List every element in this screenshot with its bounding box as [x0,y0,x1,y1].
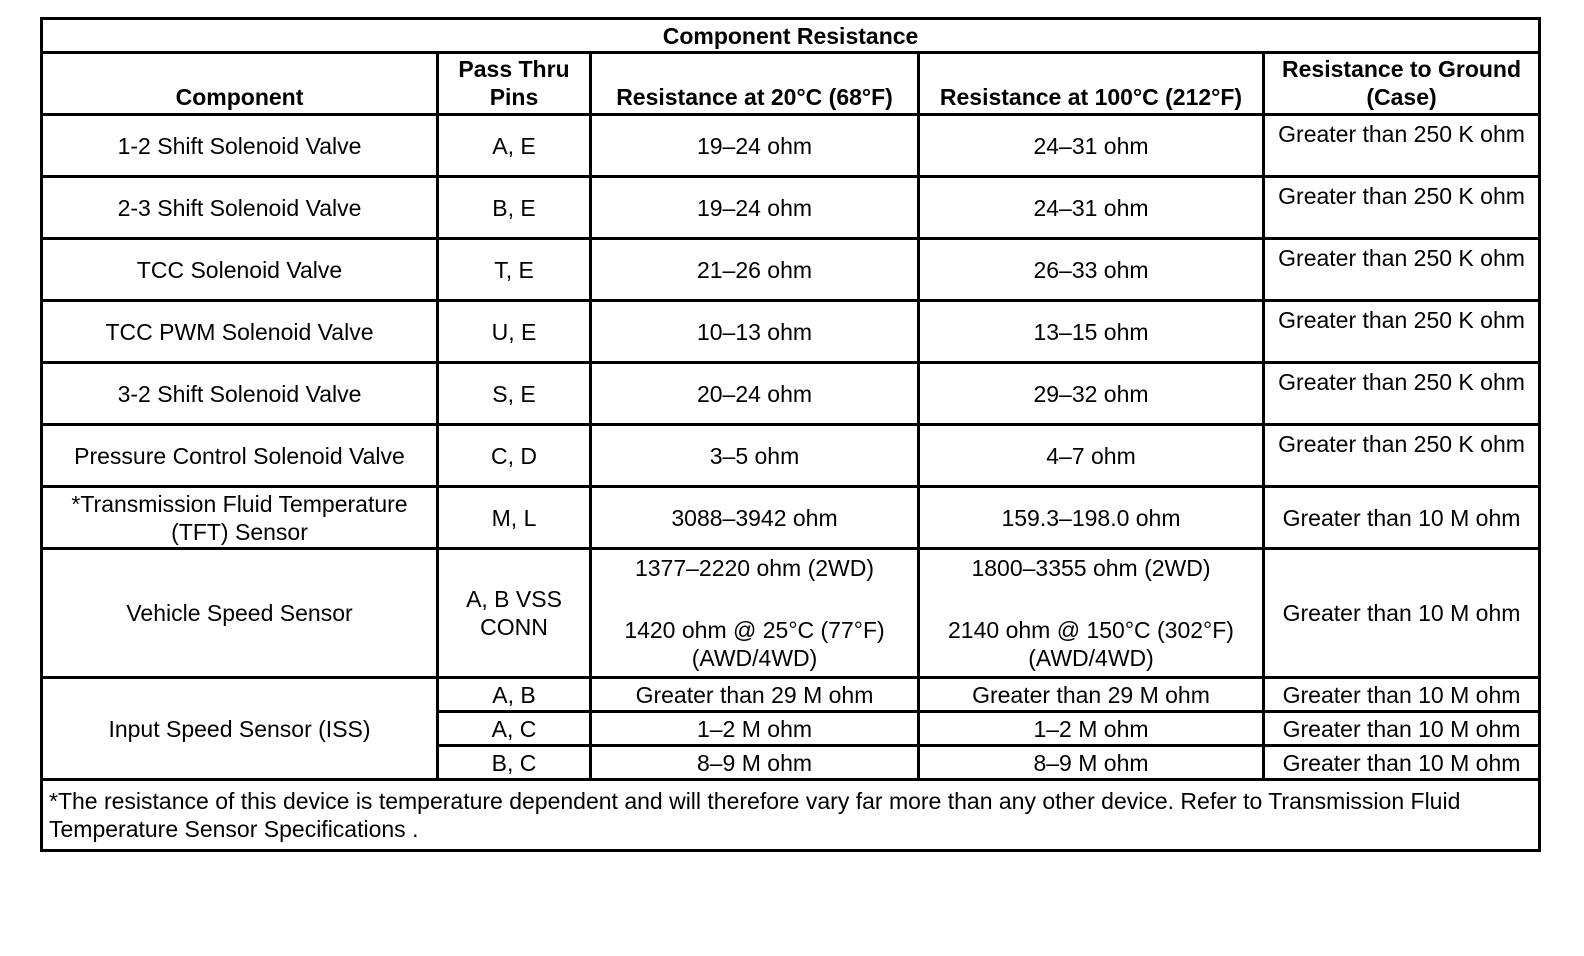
header-resistance-20c: Resistance at 20°C (68°F) [591,53,919,115]
header-component: Component [42,53,438,115]
cell-pins: A, B [438,678,591,712]
cell-pins: C, D [438,425,591,487]
cell-resistance-100c: 8–9 M ohm [919,746,1264,780]
vss-r20-awd: 1420 ohm @ 25°C (77°F) (AWD/4WD) [624,617,885,671]
cell-resistance-100c: Greater than 29 M ohm [919,678,1264,712]
cell-resistance-20c: 20–24 ohm [591,363,919,425]
vss-r100-2wd: 1800–3355 ohm (2WD) [971,555,1211,581]
component-resistance-document [40,17,1538,852]
cell-resistance-20c: 1–2 M ohm [591,712,919,746]
cell-component: TCC Solenoid Valve [42,239,438,301]
cell-resistance-to-ground: Greater than 250 K ohm [1264,301,1540,363]
footnote: *The resistance of this device is temperature dependent and will therefore vary far more than any other device. Refer to Transmission Fluid Temperature Sensor Specifications . [42,780,1540,851]
cell-resistance-20c: 3088–3942 ohm [591,487,919,549]
cell-pins: A, C [438,712,591,746]
cell-resistance-to-ground: Greater than 250 K ohm [1264,177,1540,239]
table-row-iss [42,678,1540,712]
cell-component: Pressure Control Solenoid Valve [42,425,438,487]
table-title: Component Resistance [42,19,1540,53]
cell-resistance-to-ground: Greater than 10 M ohm [1264,746,1540,780]
header-pass-thru-pins: Pass Thru Pins [438,53,591,115]
vss-r20-2wd: 1377–2220 ohm (2WD) [634,555,875,581]
cell-resistance-20c: 8–9 M ohm [591,746,919,780]
table-row-vss [42,549,1540,678]
cell-resistance-20c [591,549,919,678]
cell-resistance-to-ground: Greater than 10 M ohm [1264,487,1540,549]
table-row [42,115,1540,177]
cell-resistance-100c: 13–15 ohm [919,301,1264,363]
cell-component: *Transmission Fluid Temperature (TFT) Sensor [42,487,438,549]
cell-resistance-to-ground: Greater than 250 K ohm [1264,425,1540,487]
cell-resistance-100c: 24–31 ohm [919,177,1264,239]
table-row [42,425,1540,487]
cell-pins: S, E [438,363,591,425]
cell-resistance-20c: Greater than 29 M ohm [591,678,919,712]
cell-resistance-20c: 3–5 ohm [591,425,919,487]
cell-resistance-100c [919,549,1264,678]
cell-resistance-20c: 19–24 ohm [591,177,919,239]
cell-component: Vehicle Speed Sensor [42,549,438,678]
header-resistance-to-ground: Resistance to Ground (Case) [1264,53,1540,115]
cell-resistance-20c: 10–13 ohm [591,301,919,363]
cell-pins: A, E [438,115,591,177]
vss-r100-awd: 2140 ohm @ 150°C (302°F) (AWD/4WD) [948,617,1234,671]
cell-pins: B, E [438,177,591,239]
cell-resistance-100c: 29–32 ohm [919,363,1264,425]
cell-pins: T, E [438,239,591,301]
table-footnote-row [42,780,1540,851]
cell-pins: U, E [438,301,591,363]
cell-component: Input Speed Sensor (ISS) [42,678,438,780]
header-resistance-100c: Resistance at 100°C (212°F) [919,53,1264,115]
cell-resistance-to-ground: Greater than 10 M ohm [1264,712,1540,746]
cell-resistance-to-ground: Greater than 250 K ohm [1264,239,1540,301]
cell-component: 1-2 Shift Solenoid Valve [42,115,438,177]
cell-resistance-20c: 19–24 ohm [591,115,919,177]
cell-resistance-to-ground: Greater than 10 M ohm [1264,678,1540,712]
table-row [42,487,1540,549]
cell-component: 3-2 Shift Solenoid Valve [42,363,438,425]
cell-resistance-to-ground: Greater than 10 M ohm [1264,549,1540,678]
cell-component: 2-3 Shift Solenoid Valve [42,177,438,239]
cell-pins: A, B VSS CONN [438,549,591,678]
cell-resistance-100c: 26–33 ohm [919,239,1264,301]
cell-resistance-100c: 159.3–198.0 ohm [919,487,1264,549]
cell-resistance-to-ground: Greater than 250 K ohm [1264,115,1540,177]
table-row [42,363,1540,425]
cell-resistance-20c: 21–26 ohm [591,239,919,301]
cell-resistance-to-ground: Greater than 250 K ohm [1264,363,1540,425]
table-row [42,301,1540,363]
table-row [42,239,1540,301]
cell-resistance-100c: 4–7 ohm [919,425,1264,487]
cell-component: TCC PWM Solenoid Valve [42,301,438,363]
component-resistance-table [40,17,1541,852]
cell-resistance-100c: 1–2 M ohm [919,712,1264,746]
cell-pins: B, C [438,746,591,780]
table-row [42,177,1540,239]
cell-resistance-100c: 24–31 ohm [919,115,1264,177]
cell-pins: M, L [438,487,591,549]
